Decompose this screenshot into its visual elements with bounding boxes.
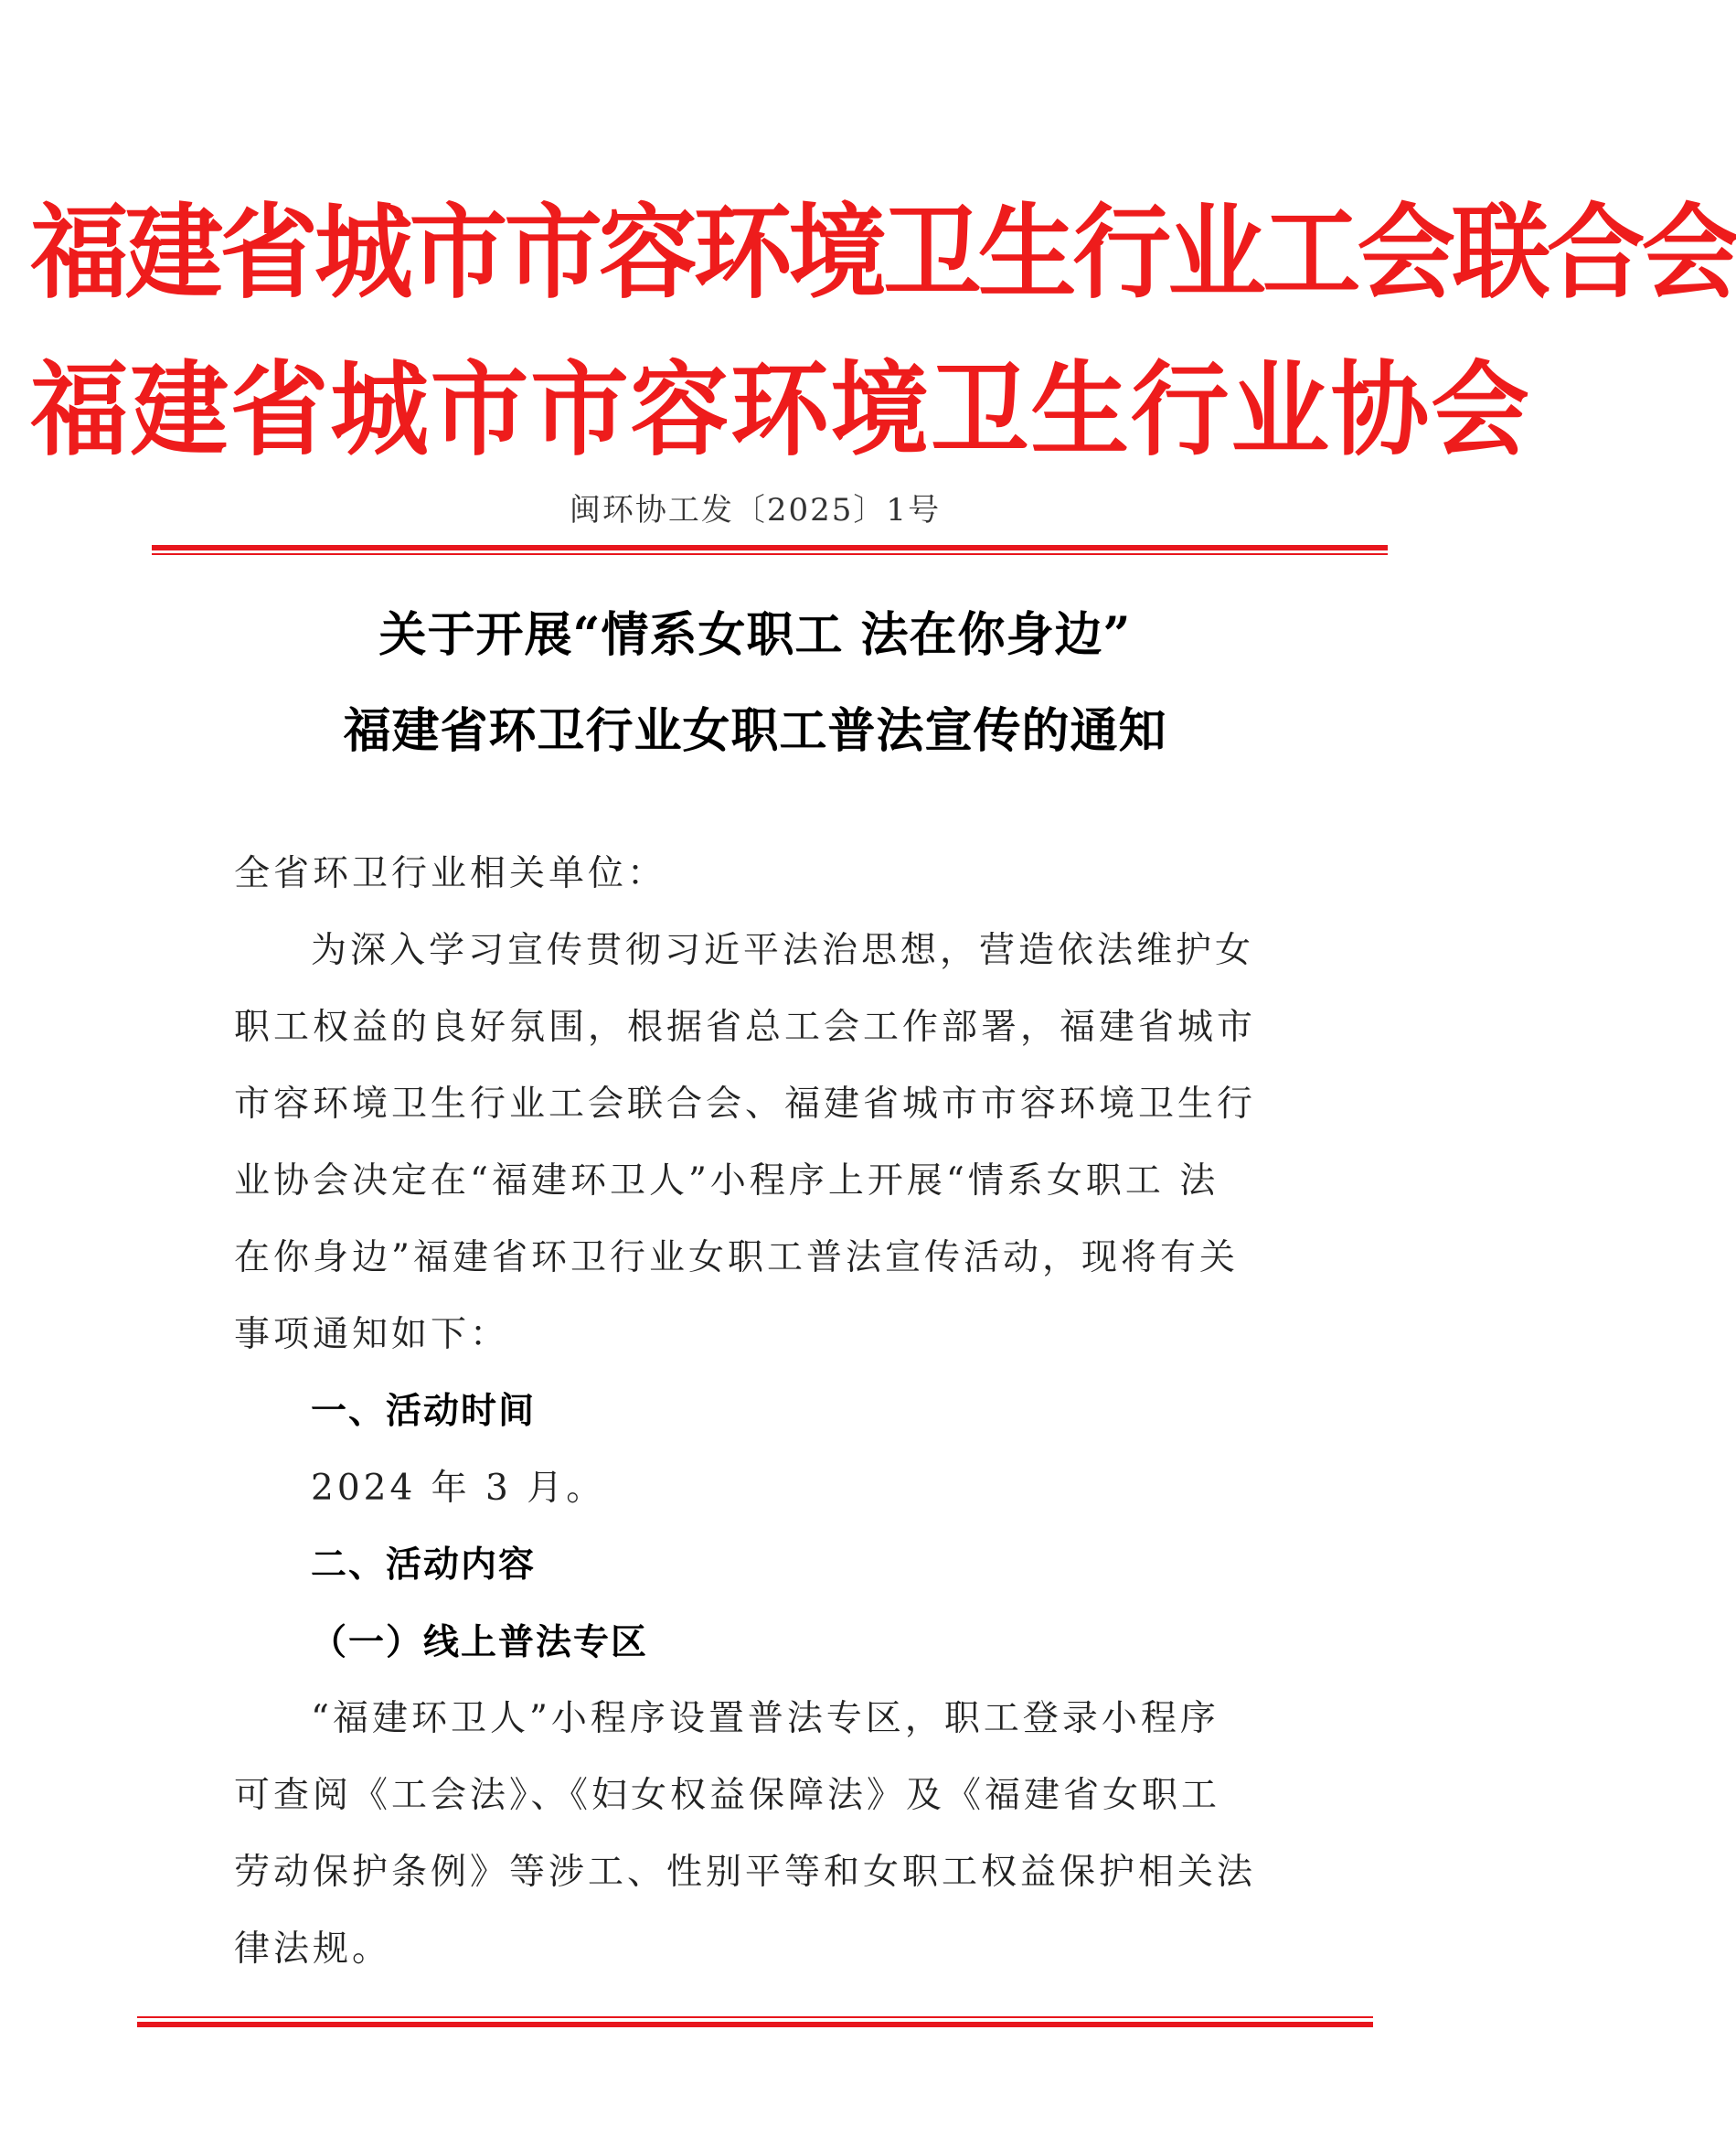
intro-line: 在你身边”福建省环卫行业女职工普法宣传活动，现将有关 (234, 1237, 1239, 1278)
top-red-rule-thin (152, 553, 1388, 555)
letterhead-org-1: 福建省城市市容环境卫生行业工会联合会 (30, 193, 1736, 313)
intro-line: 为深入学习宣传贯彻习近平法治思想，营造依法维护女 (311, 930, 1255, 971)
salutation: 全省环卫行业相关单位： (234, 853, 667, 894)
top-red-rule-thick (152, 545, 1388, 550)
bottom-red-rule-thin (137, 2016, 1373, 2018)
intro-line: 业协会决定在“福建环卫人”小程序上开展“情系女职工 法 (234, 1160, 1219, 1202)
title-line-1: 关于开展“情系女职工 法在你身边” (378, 607, 1132, 663)
document-number: 闽环协工发〔2025〕1号 (569, 492, 942, 529)
section-time-text: 2024 年 3 月。 (311, 1468, 606, 1509)
letterhead-org-2: 福建省城市市容环境卫生行业协会 (30, 350, 1531, 470)
subsection-line: 可查阅《工会法》、《妇女权益保障法》及《福建省女职工 (234, 1775, 1221, 1816)
section-heading-time: 一、活动时间 (311, 1391, 537, 1432)
subsection-line: “福建环卫人”小程序设置普法专区，职工登录小程序 (311, 1698, 1219, 1739)
bottom-red-rule-thick (137, 2022, 1373, 2027)
subsection-heading-online: （一）线上普法专区 (311, 1621, 649, 1663)
title-line-2: 福建省环卫行业女职工普法宣传的通知 (343, 703, 1167, 759)
document-body (234, 836, 1294, 1988)
intro-line: 职工权益的良好氛围，根据省总工会工作部署，福建省城市 (234, 1007, 1257, 1048)
intro-line: 事项通知如下： (234, 1314, 510, 1355)
intro-line: 市容环境卫生行业工会联合会、福建省城市市容环境卫生行 (234, 1084, 1257, 1125)
subsection-line: 劳动保护条例》等涉工、性别平等和女职工权益保护相关法 (234, 1852, 1257, 1893)
subsection-line: 律法规。 (234, 1929, 392, 1970)
section-heading-content: 二、活动内容 (311, 1544, 537, 1586)
